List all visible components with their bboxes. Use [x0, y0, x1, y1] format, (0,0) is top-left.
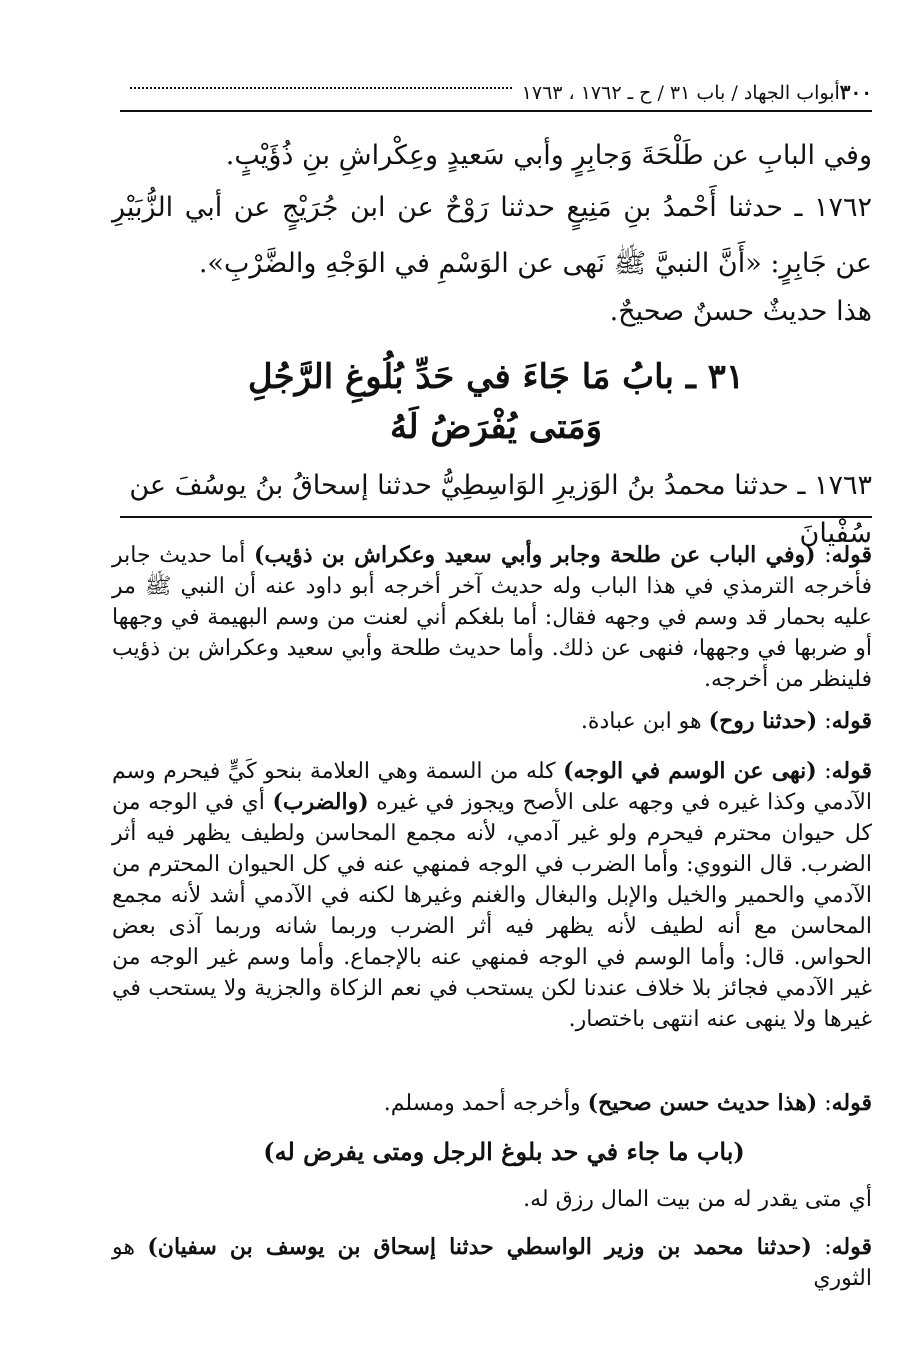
separator-rule: [120, 516, 872, 518]
commentary-label: قوله: [831, 542, 873, 568]
dotted-leader: [130, 79, 512, 89]
commentary-paragraph-7: قوله: (حدثنا محمد بن وزير الواسطي حدثنا إسحاق بن يوسف بن سفيان) هو الثوري: [112, 1234, 872, 1291]
chapter-title-line-2: وَمَتى يُفْرَضُ لَهُ: [389, 407, 603, 447]
commentary-paragraph-2: قوله: (حدثنا روح) هو ابن عبادة.: [580, 708, 872, 734]
chapter-title-line-1: ٣١ ـ بابُ مَا جَاءَ في حَدِّ بُلُوغِ الرَّجُلِ: [247, 357, 745, 397]
commentary-label: قوله: [831, 758, 873, 784]
quoted-text: (حدثنا محمد بن وزير الواسطي حدثنا إسحاق بن يوسف بن سفيان): [147, 1234, 812, 1260]
hadith-1762: ١٧٦٢ ـ حدثنا أَحْمدُ بنِ مَنِيعٍ حدثنا رَوْحٌ عن ابن جُرَيْجٍ عن أبي الزُّبَيْرِ عن جَابِرٍ: «أَنَّ النبيَّ ﷺ نَهى عن الوَسْمِ في الوَجْهِ والضَّرْبِ».: [112, 192, 872, 279]
commentary-paragraph-6: أي متى يقدر له من بيت المال رزق له.: [523, 1187, 872, 1212]
commentary-chapter-heading: (باب ما جاء في حد بلوغ الرجل ومتى يفرض له): [263, 1137, 745, 1166]
quoted-text: (حدثنا روح): [708, 708, 818, 734]
hadith-1763: ١٧٦٣ ـ حدثنا محمدُ بنُ الوَزيرِ الوَاسِطِيُّ حدثنا إسحاقُ بنُ يوسُفَ عن سُفْيانَ: [129, 470, 872, 549]
commentary-text: هو ابن عبادة.: [580, 709, 702, 734]
chapter-heading: [120, 352, 872, 452]
quoted-text: (وفي الباب عن طلحة وجابر وأبي سعيد وعكراش بن ذؤيب): [254, 542, 816, 568]
commentary-paragraph-1: قوله: (وفي الباب عن طلحة وجابر وأبي سعيد وعكراش بن ذؤيب) أما حديث جابر فأخرجه الترمذي في هذا الباب وله حديث آخر أخرجه أبو داود عنه أن النبي ﷺ مر عليه بحمار قد وسم في وجهه فقال: أما بلغكم أني لعنت من وسم البهيمة في وجهها أو ضربها في وجهها، فنهى عن ذلك. وأما حديث طلحة وأبي سعيد وعكراش بن ذؤيب فلينظر من أخرجه.: [112, 542, 873, 692]
commentary-text: وأخرجه أحمد ومسلم.: [383, 1091, 581, 1116]
hadith-line-1: وفي البابِ عن طَلْحَةَ وَجابِرٍ وأبي سَعيدٍ وعِكْراشِ بنِ ذُؤَيْبٍ.: [225, 140, 872, 171]
commentary-text: هو الثوري: [112, 1235, 872, 1291]
commentary-text: أي في الوجه من كل حيوان محترم فيحرم ولو غير آدمي، لأنه مجمع المحاسن ولطيف يظهر فيه أثر الضرب. قال النووي: وأما الضرب في الوجه فمنهي عنه في كل الحيوان المحترم من الآدمي والحمير والخيل والإبل والبغال والغنم وغيرها لكنه في الآدمي أشد لأنه مجمع المحاسن مع أنه لطيف لأنه يظهر فيه أثر الضرب وربما شانه وربما آذى بعض الحواس. قال: وأما الوسم في الوجه فمنهي عنه بالإجماع. وأما وسم غير الوجه من غير الآدمي فجائز بلا خلاف عندنا لكن يستحب في نعم الزكاة والجزية ولا يستحب في غيرها ولا ينهى عنه انتهى باختصار.: [112, 790, 872, 1032]
commentary-paragraph-4: قوله: (هذا حديث حسن صحيح) وأخرجه أحمد ومسلم.: [383, 1090, 872, 1116]
commentary-paragraph-3: قوله: (نهى عن الوسم في الوجه) كله من السمة وهي العلامة بنحو كَيٍّ فيحرم وسم الآدمي وكذا غيره في وجهه على الأصح ويجوز في غيره (والضرب) أي في الوجه من كل حيوان محترم فيحرم ولو غير آدمي، لأنه مجمع المحاسن ولطيف يظهر فيه أثر الضرب. قال النووي: وأما الضرب في الوجه فمنهي عنه في كل الحيوان المحترم من الآدمي والحمير والخيل والإبل والبغال والغنم وغيرها لكنه في الآدمي أشد لأنه مجمع المحاسن مع أنه لطيف لأنه يظهر فيه أثر الضرب وربما شانه وربما آذى بعض الحواس. قال: وأما الوسم في الوجه فمنهي عنه بالإجماع. وأما وسم غير الوجه من غير الآدمي فجائز بلا خلاف عندنا لكن يستحب في نعم الزكاة والجزية ولا يستحب في غيرها ولا ينهى عنه انتهى باختصار.: [112, 758, 873, 1032]
commentary-label: قوله: [831, 708, 872, 734]
quoted-text: (والضرب): [272, 789, 369, 815]
commentary-label: قوله: [831, 1234, 872, 1260]
quoted-text: (هذا حديث حسن صحيح): [587, 1090, 818, 1116]
commentary-label: قوله: [831, 1090, 872, 1116]
hadith-grade: هذا حديثٌ حسنٌ صحيحٌ.: [609, 296, 872, 327]
running-header: [120, 64, 872, 112]
commentary-text: كله من السمة وهي العلامة بنحو كَيٍّ فيحرم وسم الآدمي وكذا غيره في وجهه على الأصح ويجوز في غيره: [112, 759, 873, 815]
page-number: ٣٠٠: [839, 80, 872, 104]
commentary-text: أما حديث جابر فأخرجه الترمذي في هذا الباب وله حديث آخر أخرجه أبو داود عنه أن النبي ﷺ مر عليه بحمار قد وسم في وجهه فقال: أما بلغكم أني لعنت من وسم البهيمة في وجهها أو ضربها في وجهها، فنهى عن ذلك. وأما حديث طلحة وأبي سعيد وعكراش بن ذؤيب فلينظر من أخرجه.: [112, 543, 873, 692]
quoted-text: (نهى عن الوسم في الوجه): [563, 758, 817, 784]
running-title: أبواب الجهاد / باب ٣١ / ح ـ ١٧٦٢ ، ١٧٦٣: [521, 82, 840, 104]
